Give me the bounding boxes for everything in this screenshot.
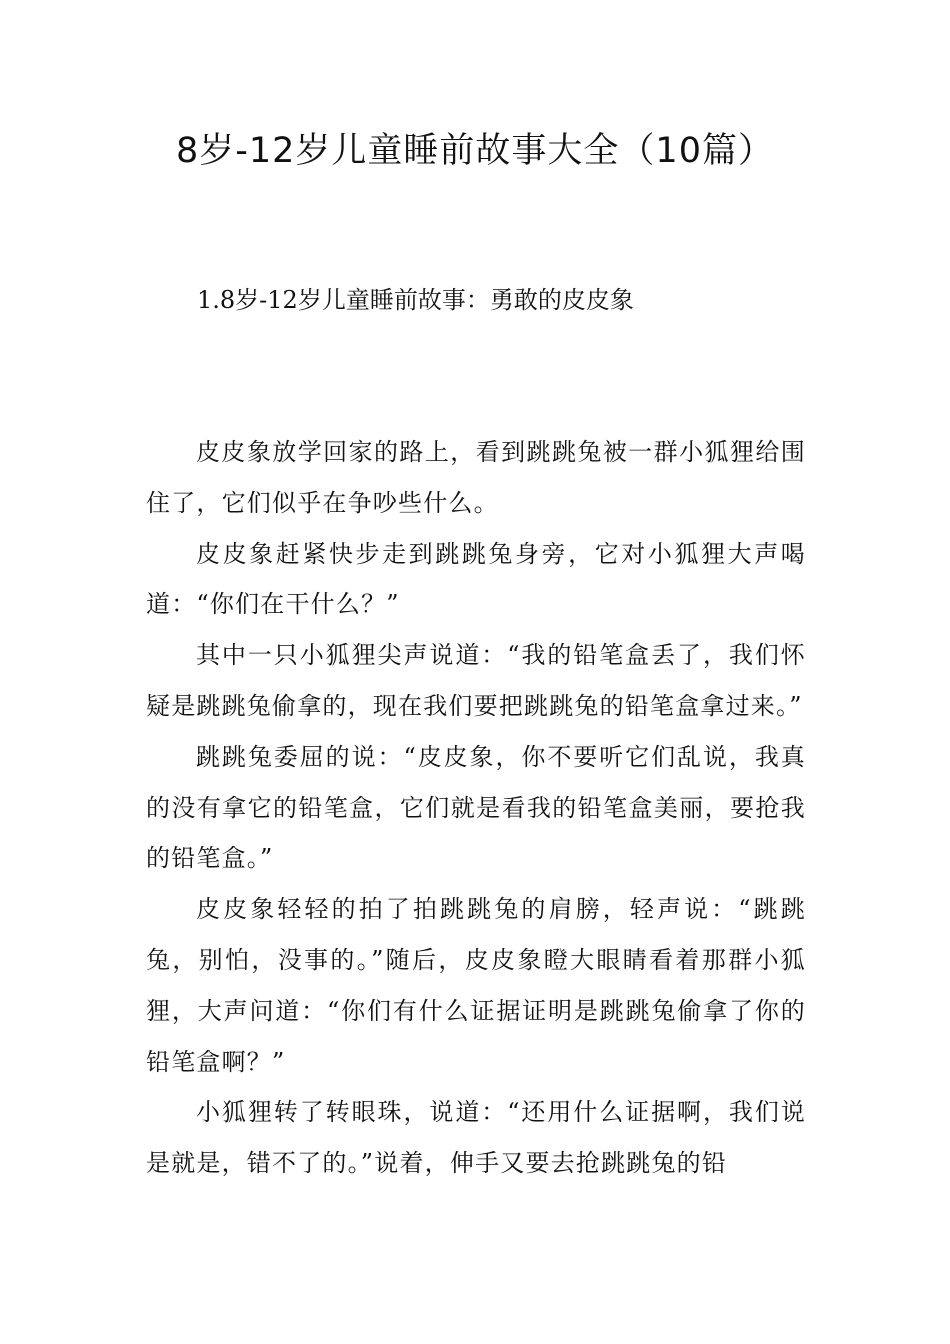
story-paragraph: 皮皮象赶紧快步走到跳跳兔身旁，它对小狐狸大声喝道：“你们在干什么？” — [146, 539, 806, 619]
document-title: 8岁-12岁儿童睡前故事大全（10篇） — [176, 131, 774, 171]
story-heading: 1.8岁-12岁儿童睡前故事：勇敢的皮皮象 — [197, 286, 634, 314]
story-body — [146, 427, 806, 1189]
story-paragraph: 皮皮象轻轻的拍了拍跳跳兔的肩膀，轻声说：“跳跳兔，别怕，没事的。”随后，皮皮象瞪大眼睛看着那群小狐狸，大声问道：“你们有什么证据证明是跳跳兔偷拿了你的铅笔盒啊？” — [146, 895, 806, 1076]
story-paragraph: 其中一只小狐狸尖声说道：“我的铅笔盒丢了，我们怀疑是跳跳兔偷拿的，现在我们要把跳跳兔的铅笔盒拿过来。” — [146, 641, 806, 720]
story-paragraph: 小狐狸转了转眼珠，说道：“还用什么证据啊，我们说是就是，错不了的。”说着，伸手又要去抢跳跳兔的铅 — [146, 1098, 806, 1178]
story-paragraph: 皮皮象放学回家的路上，看到跳跳兔被一群小狐狸给围住了，它们似乎在争吵些什么。 — [146, 438, 806, 517]
story-paragraph: 跳跳兔委屈的说：“皮皮象，你不要听它们乱说，我真的没有拿它的铅笔盒，它们就是看我的铅笔盒美丽，要抢我的铅笔盒。” — [146, 742, 806, 873]
